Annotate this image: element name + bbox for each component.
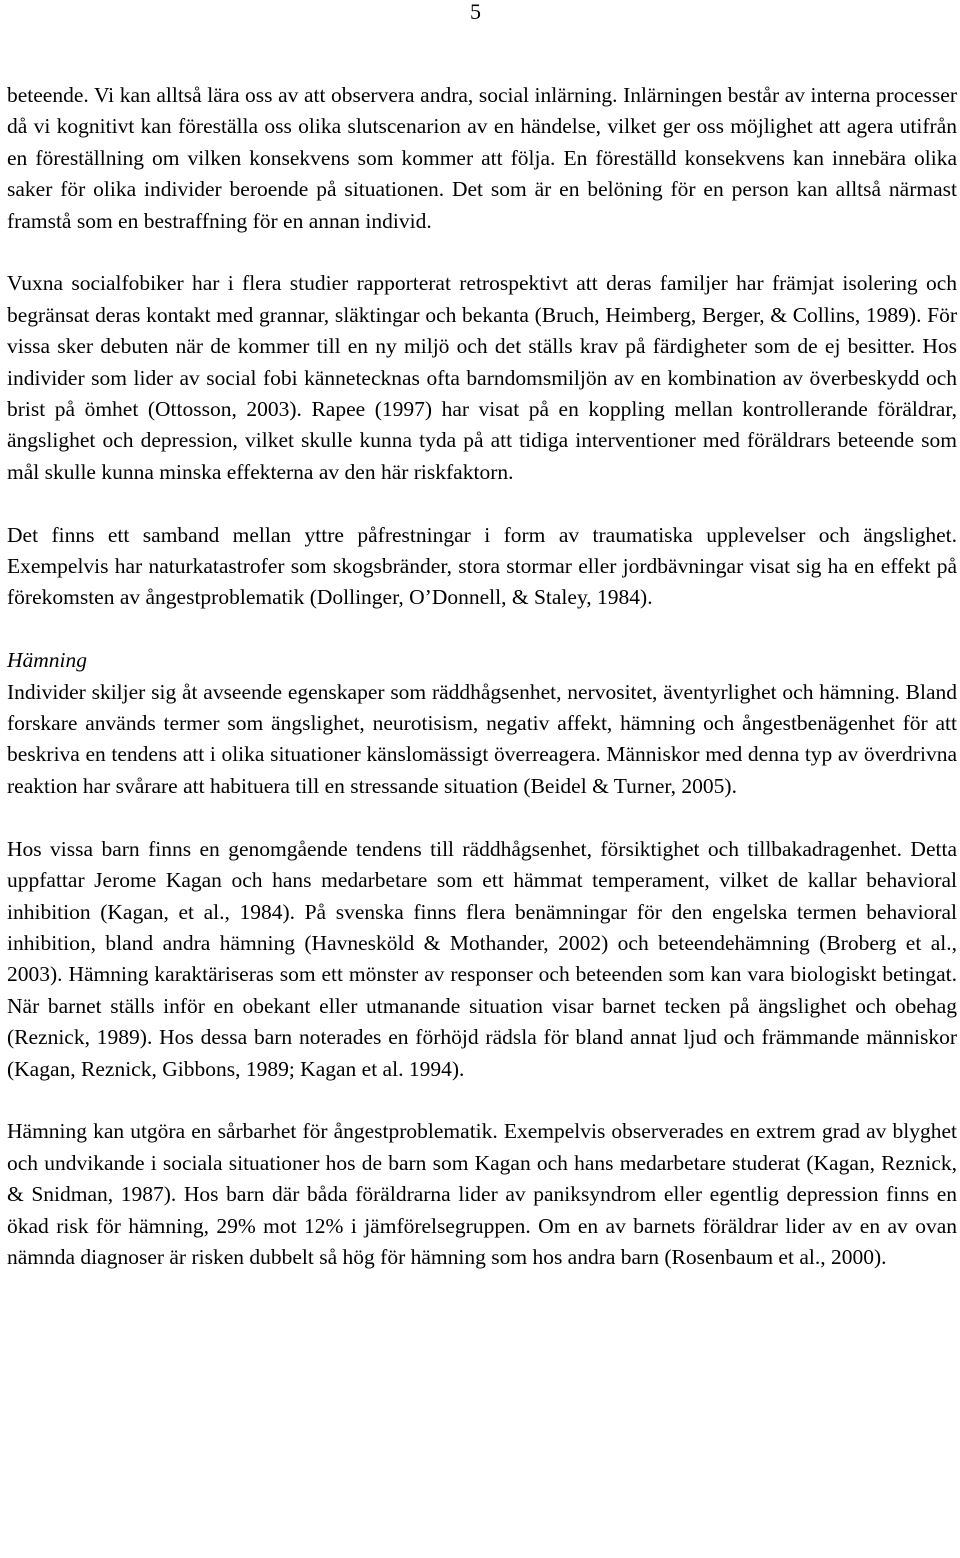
- paragraph-behavioral-inhibition: Hos vissa barn finns en genomgående tendens till räddhågsenhet, försiktighet och tillbakadragenhet. Detta uppfattar Jerome Kagan och hans medarbetare som ett hämmat temperament, vilket de kallar behavioral inhibition (Kagan, et al., 1984). På svenska finns flera benämningar för den engelska termen behavioral inhibition, bland andra hämning (Havnesköld & Mothander, 2002) och beteendehämning (Broberg et al., 2003). Hämning karaktäriseras som ett mönster av responser och beteenden som kan vara biologiskt betingat. När barnet ställs inför en obekant eller utmanande situation visar barnet tecken på ängslighet och obehag (Reznick, 1989). Hos dessa barn noterades en förhöjd rädsla för bland annat ljud och främmande människor (Kagan, Reznick, Gibbons, 1989; Kagan et al. 1994).: [7, 836, 957, 1081]
- paragraph-individual-differences: Individer skiljer sig åt avseende egenskaper som räddhågsenhet, nervositet, äventyrlighet och hämning. Bland forskare används termer som ängslighet, neurotisism, negativ affekt, hämning och ångestbenägenhet för att beskriva en tendens att i olika situationer känslomässigt överreagera. Människor med denna typ av överdrivna reaktion har svårare att habituera till en stressande situation (Beidel & Turner, 2005).: [7, 679, 957, 798]
- paragraph-family-factors: Vuxna socialfobiker har i flera studier rapporterat retrospektivt att deras familjer har främjat isolering och begränsat deras kontakt med grannar, släktingar och bekanta (Bruch, Heimberg, Berger, & Collins, 1989). För vissa sker debuten när de kommer till en ny miljö och det ställs krav på färdigheter som de ej besitter. Hos individer som lider av social fobi kännetecknas ofta barndomsmiljön av en kombination av överbeskydd och brist på ömhet (Ottosson, 2003). Rapee (1997) har visat på en koppling mellan kontrollerande föräldrar, ängslighet och depression, vilket skulle kunna tyda på att tidiga interventioner med föräldrars beteende som mål skulle kunna minska effekterna av den här riskfaktorn.: [7, 271, 957, 484]
- paragraph-social-learning: beteende. Vi kan alltså lära oss av att observera andra, social inlärning. Inlärningen består av interna processer då vi kognitivt kan föreställa oss olika slutscenarion av en händelse, vilket ger oss möjlighet att agera utifrån en föreställning om vilken konsekvens som kommer att följa. En föreställd konsekvens kan innebära olika saker för olika individer beroende på situationen. Det som är en belöning för en person kan alltså närmast framstå som en bestraffning för en annan individ.: [7, 83, 957, 233]
- paragraph-external-stress: Det finns ett samband mellan yttre påfrestningar i form av traumatiska upplevelser och ängslighet. Exempelvis har naturkatastrofer som skogsbränder, stora stormar eller jordbävningar visat sig ha en effekt på förekomsten av ångestproblematik (Dollinger, O’Donnell, & Staley, 1984).: [7, 522, 957, 610]
- document-body: [7, 80, 957, 1273]
- section-heading-hamning: Hämning: [7, 648, 88, 673]
- paragraph-vulnerability: Hämning kan utgöra en sårbarhet för ångestproblematik. Exempelvis observerades en extrem grad av blyghet och undvikande i sociala situationer hos de barn som Kagan och hans medarbetare studerat (Kagan, Reznick, & Snidman, 1987). Hos barn där båda föräldrarna lider av paniksyndrom eller egentlig depression finns en ökad risk för hämning, 29% mot 12% i jämförelsegruppen. Om en av barnets föräldrar lider av en av ovan nämnda diagnoser är risken dubbelt så hög för hämning som hos andra barn (Rosenbaum et al., 2000).: [7, 1119, 957, 1269]
- page-number: 5: [470, 0, 481, 24]
